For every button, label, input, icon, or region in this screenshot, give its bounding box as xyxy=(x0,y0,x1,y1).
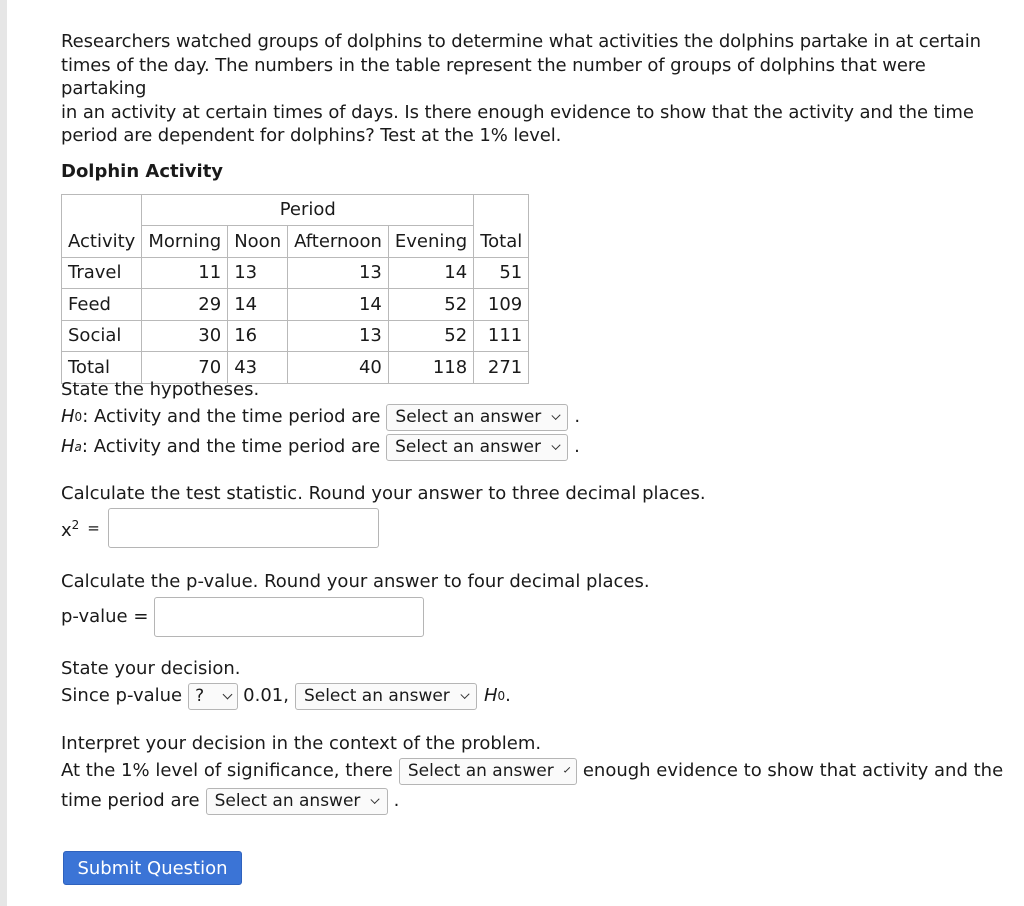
h0-subscript: 0 xyxy=(74,410,83,424)
chi-square-symbol xyxy=(61,513,79,543)
row-label: Feed xyxy=(62,289,142,321)
submit-question-button[interactable]: Submit Question xyxy=(63,851,242,885)
interpretation-heading: Interpret your decision in the context of the problem. xyxy=(61,733,542,754)
hypotheses-section xyxy=(61,378,580,462)
table-row xyxy=(62,257,529,289)
row-label: Travel xyxy=(62,257,142,289)
chi-symbol-power: 2 xyxy=(71,518,80,532)
h0-text: : Activity and the time period are xyxy=(82,406,381,427)
ha-text: : Activity and the time period are xyxy=(81,436,381,457)
table-row xyxy=(62,289,529,321)
column-header-activity: Activity xyxy=(62,226,142,258)
test-statistic-equals: = xyxy=(87,519,100,537)
row-label: Social xyxy=(62,320,142,352)
table-cell: 43 xyxy=(228,352,288,384)
interpretation-line-2 xyxy=(61,786,1003,816)
table-corner-cell-right xyxy=(474,194,529,226)
table-cell: 13 xyxy=(288,320,389,352)
p-value-section xyxy=(61,570,650,637)
question-body xyxy=(61,30,1016,384)
test-statistic-input[interactable] xyxy=(108,508,379,548)
table-cell: 30 xyxy=(142,320,228,352)
h0-letter: H xyxy=(61,406,75,427)
column-header-evening: Evening xyxy=(388,226,473,258)
decision-period: . xyxy=(505,685,511,706)
interpretation-section xyxy=(61,732,1003,816)
interpretation-line-1 xyxy=(61,756,1003,786)
table-cell: 14 xyxy=(228,289,288,321)
table-cell: 52 xyxy=(388,289,473,321)
period-header: Period xyxy=(142,194,474,226)
decision-line xyxy=(61,681,511,711)
h0-select-value: Select an answer xyxy=(395,407,542,427)
table-corner-cell xyxy=(62,194,142,226)
table-cell: 16 xyxy=(228,320,288,352)
dolphin-activity-table xyxy=(61,194,529,384)
column-header-afternoon: Afternoon xyxy=(288,226,389,258)
ha-select-value: Select an answer xyxy=(395,437,541,457)
p-value-input[interactable] xyxy=(154,597,424,637)
dependence-select[interactable] xyxy=(206,788,388,815)
table-cell: 13 xyxy=(228,257,288,289)
h0-period: . xyxy=(574,406,581,427)
comparison-select[interactable] xyxy=(188,683,238,710)
table-cell: 271 xyxy=(474,352,529,384)
table-cell: 14 xyxy=(388,257,473,289)
ha-select[interactable] xyxy=(386,434,568,461)
table-cell: 51 xyxy=(474,257,529,289)
question-line-4: period are dependent for dolphins? Test at the 1% level. xyxy=(61,125,562,146)
decision-select-value: Select an answer xyxy=(303,686,450,706)
table-cell: 52 xyxy=(388,320,473,352)
h0-select[interactable] xyxy=(386,404,568,431)
chi-symbol-letter: x xyxy=(61,520,72,541)
interpretation-select[interactable] xyxy=(399,758,577,785)
interpretation-line2-prefix: time period are xyxy=(61,790,200,811)
question-line-1: Researchers watched groups of dolphins to determine what activities the dolphins partake in at certain xyxy=(61,31,981,52)
test-statistic-row xyxy=(61,508,706,548)
question-line-3: in an activity at certain times of days. Is there enough evidence to show that the activity and the time xyxy=(61,101,974,123)
interpretation-prefix: At the 1% level of significance, there xyxy=(61,760,393,781)
decision-section xyxy=(61,657,511,711)
ha-line xyxy=(61,432,580,462)
chevron-down-icon xyxy=(564,766,570,772)
decision-heading: State your decision. xyxy=(61,658,241,679)
interpretation-period: . xyxy=(393,790,400,811)
p-value-label: p-value = xyxy=(61,606,149,627)
question-text xyxy=(61,30,1016,148)
table-cell: 29 xyxy=(142,289,228,321)
table-row xyxy=(62,320,529,352)
table-cell: 11 xyxy=(142,257,228,289)
chevron-down-icon xyxy=(223,689,233,699)
ha-letter: H xyxy=(61,436,75,457)
table-title: Dolphin Activity xyxy=(61,160,224,182)
table-header-row xyxy=(62,226,529,258)
table-cell: 118 xyxy=(388,352,473,384)
decision-select[interactable] xyxy=(295,683,477,710)
table-group-header-row xyxy=(62,194,529,226)
decision-h-subscript: 0 xyxy=(497,689,506,703)
ha-period: . xyxy=(574,436,580,457)
question-line-2: times of the day. The numbers in the table represent the number of groups of dolphins that were partaking xyxy=(61,54,926,99)
hypotheses-heading: State the hypotheses. xyxy=(61,379,260,400)
table-cell: 109 xyxy=(474,289,529,321)
p-value-prompt: Calculate the p-value. Round your answer to four decimal places. xyxy=(61,571,650,592)
decision-h-letter: H xyxy=(483,685,498,706)
interpretation-select-value: Select an answer xyxy=(407,761,554,781)
row-label: Total xyxy=(62,352,142,384)
ha-subscript: a xyxy=(74,440,82,454)
chevron-down-icon xyxy=(460,689,469,698)
decision-prefix: Since p-value xyxy=(61,685,183,706)
dependence-select-value: Select an answer xyxy=(214,791,361,811)
chevron-down-icon xyxy=(551,440,560,449)
column-header-noon: Noon xyxy=(228,226,288,258)
table-cell: 13 xyxy=(288,257,389,289)
left-gutter xyxy=(0,0,7,906)
interpretation-middle: enough evidence to show that activity and the xyxy=(582,760,1004,781)
table-cell: 14 xyxy=(288,289,389,321)
table-cell: 40 xyxy=(288,352,389,384)
test-statistic-section xyxy=(61,482,706,548)
table-cell: 70 xyxy=(142,352,228,384)
h0-line xyxy=(61,402,580,432)
p-value-row xyxy=(61,597,650,637)
table-cell: 111 xyxy=(474,320,529,352)
column-header-morning: Morning xyxy=(142,226,228,258)
alpha-value: 0.01, xyxy=(243,685,289,706)
test-statistic-prompt: Calculate the test statistic. Round your answer to three decimal places. xyxy=(61,483,706,504)
column-header-total: Total xyxy=(474,226,529,258)
chevron-down-icon xyxy=(371,794,380,803)
comparison-select-value: ? xyxy=(195,686,205,706)
chevron-down-icon xyxy=(552,410,561,419)
